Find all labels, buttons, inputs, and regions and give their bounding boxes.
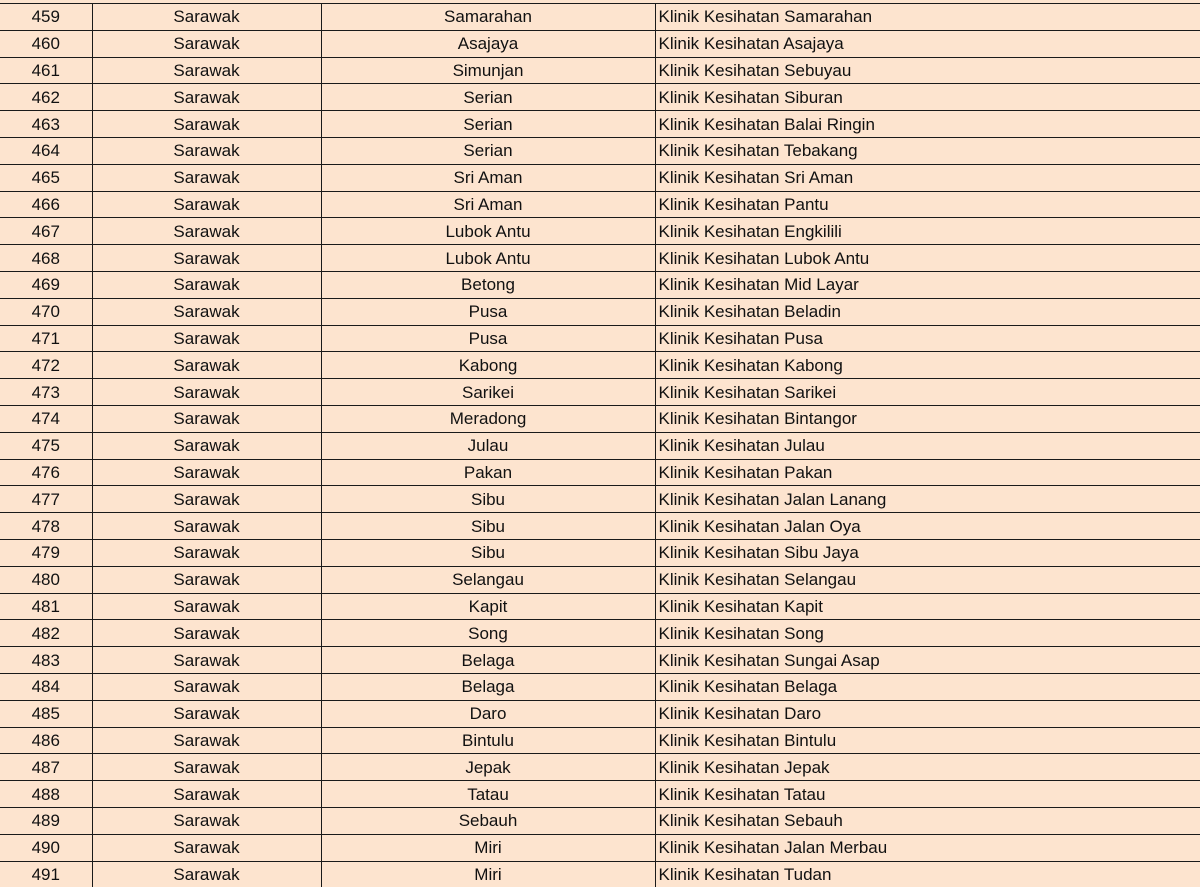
row-number-cell[interactable]: 476 <box>0 459 92 486</box>
table-row <box>0 673 1200 700</box>
clinic-name-cell[interactable]: Klinik Kesihatan Asajaya <box>655 30 1200 57</box>
table-row <box>0 459 1200 486</box>
district-cell[interactable]: Belaga <box>321 673 655 700</box>
clinic-name-cell[interactable]: Klinik Kesihatan Samarahan <box>655 4 1200 31</box>
clinic-name-cell[interactable]: Klinik Kesihatan Sebauh <box>655 807 1200 834</box>
state-cell[interactable]: Sarawak <box>92 673 321 700</box>
row-number-cell[interactable]: 464 <box>0 137 92 164</box>
state-cell[interactable]: Sarawak <box>92 834 321 861</box>
row-number-cell[interactable]: 479 <box>0 539 92 566</box>
district-cell[interactable]: Miri <box>321 861 655 887</box>
table-row <box>0 405 1200 432</box>
row-number-cell[interactable]: 469 <box>0 271 92 298</box>
table-row <box>0 379 1200 406</box>
row-number-cell[interactable]: 467 <box>0 218 92 245</box>
row-number-cell[interactable]: 491 <box>0 861 92 887</box>
clinic-name-cell[interactable]: Klinik Kesihatan Mid Layar <box>655 271 1200 298</box>
state-cell[interactable]: Sarawak <box>92 432 321 459</box>
state-cell[interactable]: Sarawak <box>92 405 321 432</box>
district-cell[interactable]: Tatau <box>321 781 655 808</box>
district-cell[interactable]: Serian <box>321 137 655 164</box>
state-cell[interactable]: Sarawak <box>92 593 321 620</box>
table-row <box>0 271 1200 298</box>
district-cell[interactable]: Betong <box>321 271 655 298</box>
table-row <box>0 754 1200 781</box>
table-row <box>0 137 1200 164</box>
clinic-name-cell[interactable]: Klinik Kesihatan Daro <box>655 700 1200 727</box>
state-cell[interactable]: Sarawak <box>92 486 321 513</box>
state-cell[interactable]: Sarawak <box>92 298 321 325</box>
district-cell[interactable]: Sibu <box>321 513 655 540</box>
district-cell[interactable]: Serian <box>321 84 655 111</box>
row-number-cell[interactable]: 485 <box>0 700 92 727</box>
district-cell[interactable]: Jepak <box>321 754 655 781</box>
state-cell[interactable]: Sarawak <box>92 513 321 540</box>
row-number-cell[interactable]: 474 <box>0 405 92 432</box>
table-row <box>0 593 1200 620</box>
table-row <box>0 4 1200 31</box>
district-cell[interactable]: Sri Aman <box>321 164 655 191</box>
table-row <box>0 727 1200 754</box>
state-cell[interactable]: Sarawak <box>92 539 321 566</box>
row-number-cell[interactable]: 461 <box>0 57 92 84</box>
state-cell[interactable]: Sarawak <box>92 111 321 138</box>
row-number-cell[interactable]: 463 <box>0 111 92 138</box>
row-number-cell[interactable]: 471 <box>0 325 92 352</box>
state-cell[interactable]: Sarawak <box>92 191 321 218</box>
table-row <box>0 807 1200 834</box>
clinic-name-cell[interactable]: Klinik Kesihatan Jalan Oya <box>655 513 1200 540</box>
district-cell[interactable]: Asajaya <box>321 30 655 57</box>
clinic-name-cell[interactable]: Klinik Kesihatan Julau <box>655 432 1200 459</box>
district-cell[interactable]: Sibu <box>321 486 655 513</box>
district-cell[interactable]: Julau <box>321 432 655 459</box>
state-cell[interactable]: Sarawak <box>92 84 321 111</box>
table-row <box>0 566 1200 593</box>
clinic-name-cell[interactable]: Klinik Kesihatan Beladin <box>655 298 1200 325</box>
row-number-cell[interactable]: 462 <box>0 84 92 111</box>
table-row <box>0 700 1200 727</box>
table-row <box>0 620 1200 647</box>
clinic-name-cell[interactable]: Klinik Kesihatan Pusa <box>655 325 1200 352</box>
clinic-name-cell[interactable]: Klinik Kesihatan Engkilili <box>655 218 1200 245</box>
table-row <box>0 298 1200 325</box>
table-row <box>0 325 1200 352</box>
clinic-name-cell[interactable]: Klinik Kesihatan Lubok Antu <box>655 245 1200 272</box>
clinic-name-cell[interactable]: Klinik Kesihatan Kabong <box>655 352 1200 379</box>
district-cell[interactable]: Serian <box>321 111 655 138</box>
row-number-cell[interactable]: 472 <box>0 352 92 379</box>
state-cell[interactable]: Sarawak <box>92 30 321 57</box>
row-number-cell[interactable]: 468 <box>0 245 92 272</box>
row-number-cell[interactable]: 466 <box>0 191 92 218</box>
district-cell[interactable]: Sarikei <box>321 379 655 406</box>
row-number-cell[interactable]: 477 <box>0 486 92 513</box>
row-number-cell[interactable]: 481 <box>0 593 92 620</box>
row-number-cell[interactable]: 487 <box>0 754 92 781</box>
district-cell[interactable]: Bintulu <box>321 727 655 754</box>
clinic-table <box>0 3 1200 887</box>
table-row <box>0 781 1200 808</box>
clinic-name-cell[interactable]: Klinik Kesihatan Tebakang <box>655 137 1200 164</box>
district-cell[interactable]: Simunjan <box>321 57 655 84</box>
state-cell[interactable]: Sarawak <box>92 459 321 486</box>
district-cell[interactable]: Sebauh <box>321 807 655 834</box>
clinic-name-cell[interactable]: Klinik Kesihatan Sarikei <box>655 379 1200 406</box>
table-row <box>0 111 1200 138</box>
table-row <box>0 539 1200 566</box>
state-cell[interactable]: Sarawak <box>92 620 321 647</box>
district-cell[interactable]: Belaga <box>321 647 655 674</box>
row-number-cell[interactable]: 484 <box>0 673 92 700</box>
state-cell[interactable]: Sarawak <box>92 352 321 379</box>
clinic-name-cell[interactable]: Klinik Kesihatan Pakan <box>655 459 1200 486</box>
district-cell[interactable]: Sibu <box>321 539 655 566</box>
row-number-cell[interactable]: 489 <box>0 807 92 834</box>
district-cell[interactable]: Song <box>321 620 655 647</box>
state-cell[interactable]: Sarawak <box>92 781 321 808</box>
clinic-table-body <box>0 4 1200 887</box>
state-cell[interactable]: Sarawak <box>92 566 321 593</box>
district-cell[interactable]: Daro <box>321 700 655 727</box>
row-number-cell[interactable]: 459 <box>0 4 92 31</box>
clinic-name-cell[interactable]: Klinik Kesihatan Pantu <box>655 191 1200 218</box>
clinic-name-cell[interactable]: Klinik Kesihatan Jepak <box>655 754 1200 781</box>
district-cell[interactable]: Lubok Antu <box>321 245 655 272</box>
clinic-name-cell[interactable]: Klinik Kesihatan Tudan <box>655 861 1200 887</box>
district-cell[interactable]: Pusa <box>321 325 655 352</box>
clinic-name-cell[interactable]: Klinik Kesihatan Sibu Jaya <box>655 539 1200 566</box>
table-row <box>0 30 1200 57</box>
clinic-name-cell[interactable]: Klinik Kesihatan Jalan Merbau <box>655 834 1200 861</box>
table-row <box>0 513 1200 540</box>
state-cell[interactable]: Sarawak <box>92 218 321 245</box>
clinic-name-cell[interactable]: Klinik Kesihatan Jalan Lanang <box>655 486 1200 513</box>
row-number-cell[interactable]: 482 <box>0 620 92 647</box>
state-cell[interactable]: Sarawak <box>92 647 321 674</box>
row-number-cell[interactable]: 483 <box>0 647 92 674</box>
clinic-name-cell[interactable]: Klinik Kesihatan Selangau <box>655 566 1200 593</box>
state-cell[interactable]: Sarawak <box>92 271 321 298</box>
row-number-cell[interactable]: 486 <box>0 727 92 754</box>
clinic-name-cell[interactable]: Klinik Kesihatan Balai Ringin <box>655 111 1200 138</box>
district-cell[interactable]: Pakan <box>321 459 655 486</box>
state-cell[interactable]: Sarawak <box>92 57 321 84</box>
clinic-name-cell[interactable]: Klinik Kesihatan Bintulu <box>655 727 1200 754</box>
clinic-name-cell[interactable]: Klinik Kesihatan Belaga <box>655 673 1200 700</box>
clinic-name-cell[interactable]: Klinik Kesihatan Sebuyau <box>655 57 1200 84</box>
table-row <box>0 218 1200 245</box>
district-cell[interactable]: Selangau <box>321 566 655 593</box>
row-number-cell[interactable]: 480 <box>0 566 92 593</box>
table-row <box>0 164 1200 191</box>
state-cell[interactable]: Sarawak <box>92 807 321 834</box>
clinic-name-cell[interactable]: Klinik Kesihatan Siburan <box>655 84 1200 111</box>
state-cell[interactable]: Sarawak <box>92 727 321 754</box>
row-number-cell[interactable]: 473 <box>0 379 92 406</box>
clinic-name-cell[interactable]: Klinik Kesihatan Tatau <box>655 781 1200 808</box>
row-number-cell[interactable]: 475 <box>0 432 92 459</box>
state-cell[interactable]: Sarawak <box>92 325 321 352</box>
district-cell[interactable]: Kapit <box>321 593 655 620</box>
row-number-cell[interactable]: 478 <box>0 513 92 540</box>
row-number-cell[interactable]: 470 <box>0 298 92 325</box>
table-row <box>0 352 1200 379</box>
table-row <box>0 84 1200 111</box>
row-number-cell[interactable]: 488 <box>0 781 92 808</box>
state-cell[interactable]: Sarawak <box>92 4 321 31</box>
table-row <box>0 647 1200 674</box>
table-row <box>0 861 1200 887</box>
table-row <box>0 486 1200 513</box>
state-cell[interactable]: Sarawak <box>92 137 321 164</box>
table-row <box>0 834 1200 861</box>
district-cell[interactable]: Sri Aman <box>321 191 655 218</box>
table-row <box>0 191 1200 218</box>
district-cell[interactable]: Samarahan <box>321 4 655 31</box>
state-cell[interactable]: Sarawak <box>92 245 321 272</box>
clinic-name-cell[interactable]: Klinik Kesihatan Song <box>655 620 1200 647</box>
state-cell[interactable]: Sarawak <box>92 379 321 406</box>
table-row <box>0 245 1200 272</box>
district-cell[interactable]: Miri <box>321 834 655 861</box>
clinic-name-cell[interactable]: Klinik Kesihatan Sungai Asap <box>655 647 1200 674</box>
district-cell[interactable]: Kabong <box>321 352 655 379</box>
row-number-cell[interactable]: 465 <box>0 164 92 191</box>
state-cell[interactable]: Sarawak <box>92 700 321 727</box>
state-cell[interactable]: Sarawak <box>92 754 321 781</box>
state-cell[interactable]: Sarawak <box>92 861 321 887</box>
district-cell[interactable]: Lubok Antu <box>321 218 655 245</box>
clinic-name-cell[interactable]: Klinik Kesihatan Sri Aman <box>655 164 1200 191</box>
table-row <box>0 57 1200 84</box>
clinic-name-cell[interactable]: Klinik Kesihatan Kapit <box>655 593 1200 620</box>
row-number-cell[interactable]: 490 <box>0 834 92 861</box>
district-cell[interactable]: Meradong <box>321 405 655 432</box>
table-row <box>0 432 1200 459</box>
clinic-name-cell[interactable]: Klinik Kesihatan Bintangor <box>655 405 1200 432</box>
district-cell[interactable]: Pusa <box>321 298 655 325</box>
state-cell[interactable]: Sarawak <box>92 164 321 191</box>
row-number-cell[interactable]: 460 <box>0 30 92 57</box>
